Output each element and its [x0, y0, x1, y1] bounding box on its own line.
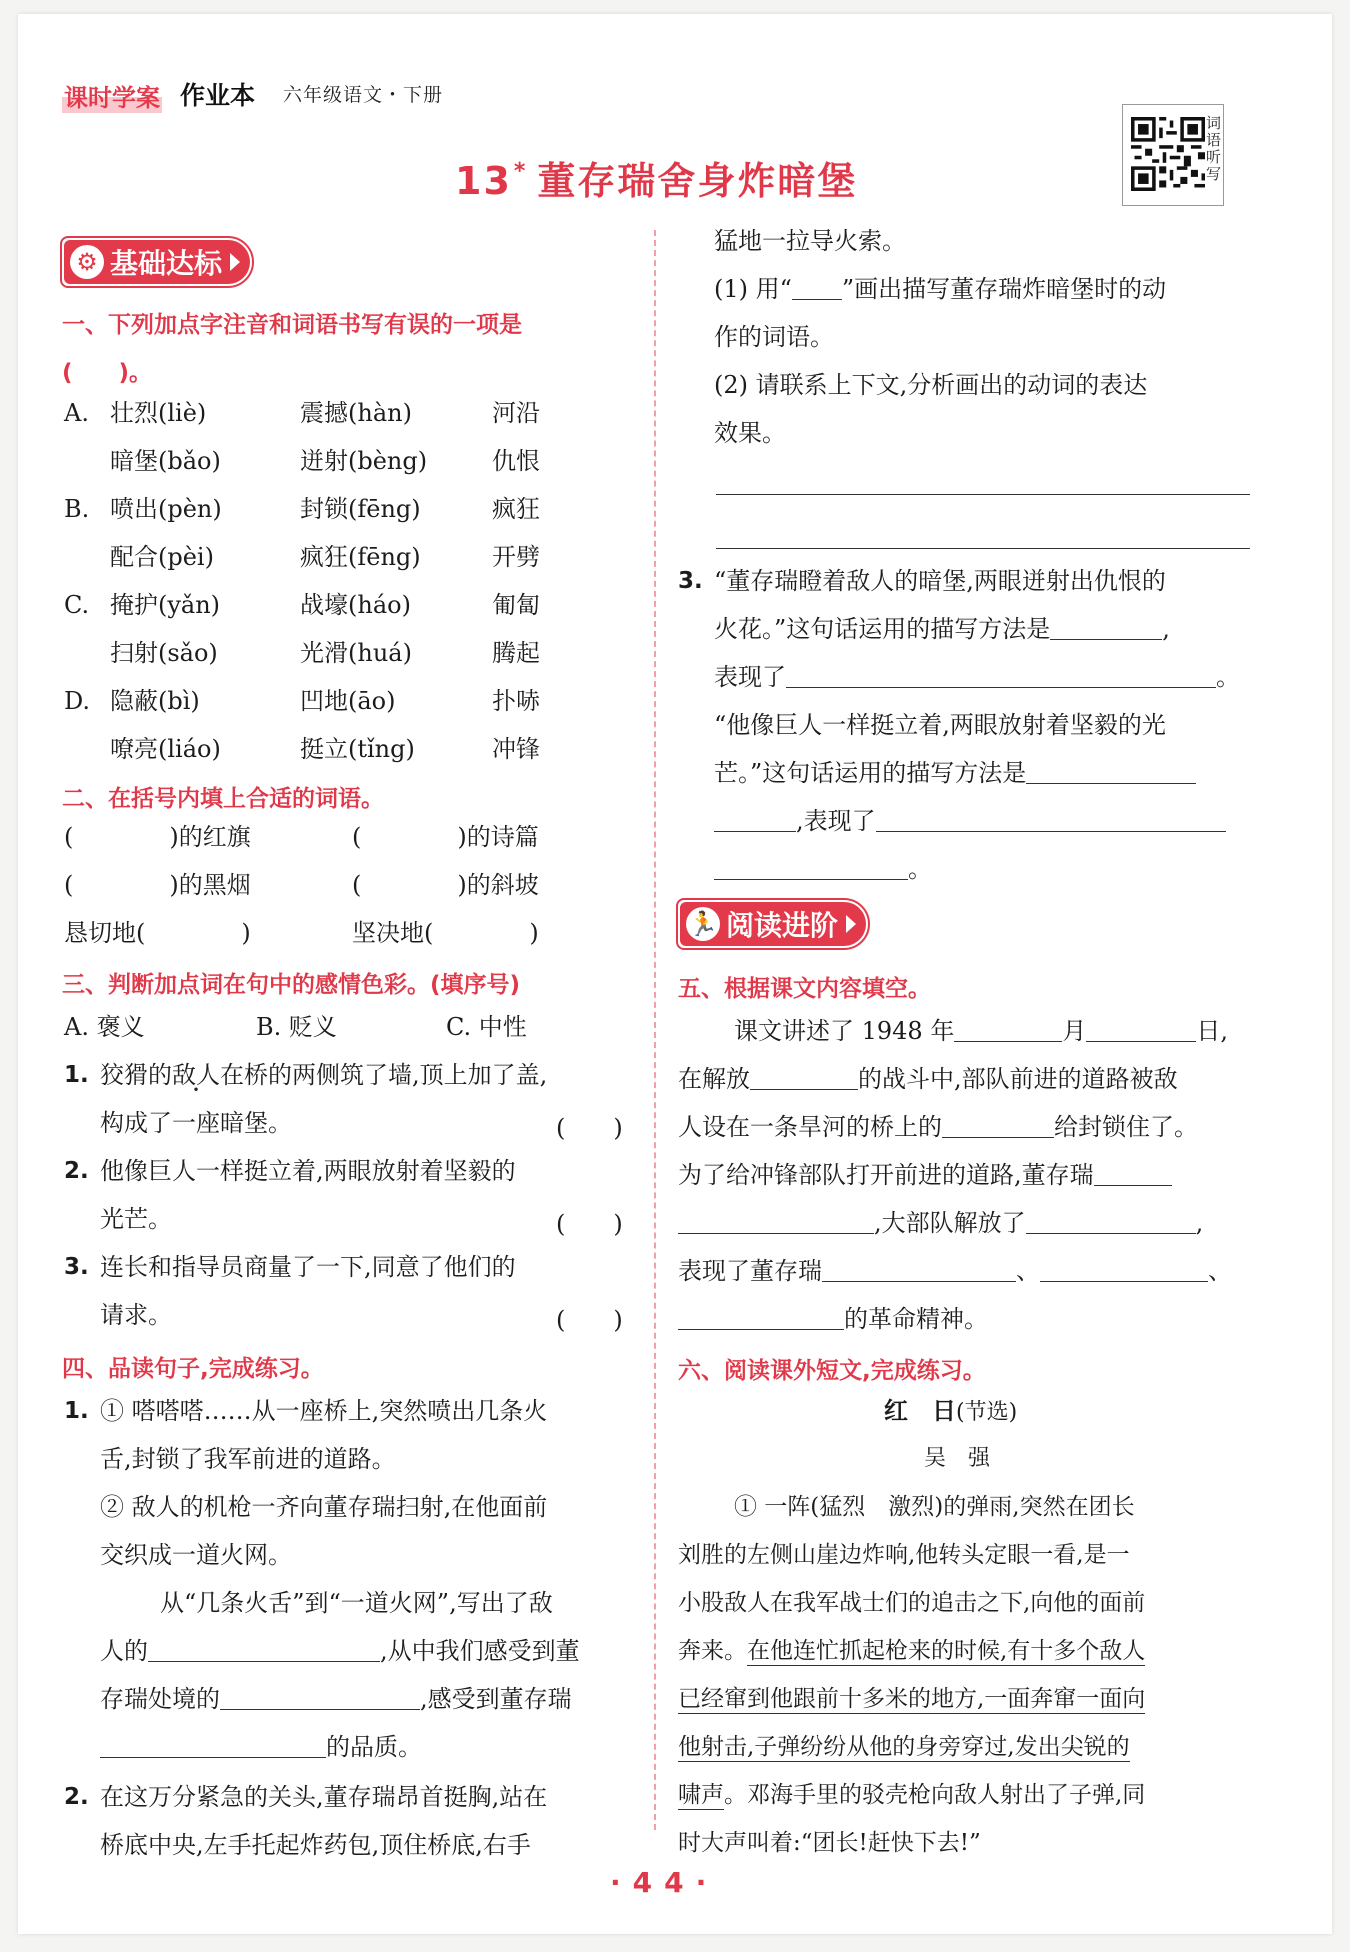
q4-line: (2) 请联系上下文,分析画出的动词的表达 [714, 371, 1148, 399]
q2-item: 恳切地( ) [64, 919, 251, 947]
badge-reading-label: 阅读进阶 [726, 909, 839, 942]
q1-option-word: 挺立(tǐng) [300, 735, 415, 763]
answer-blank[interactable] [792, 275, 842, 300]
answer-blank[interactable] [876, 807, 1226, 832]
answer-blank[interactable] [1026, 1209, 1196, 1234]
arrow-right-icon [846, 915, 856, 933]
q4-line: 。 [714, 854, 932, 884]
answer-blank[interactable] [786, 663, 1216, 688]
q3-choice: C. 中性 [446, 1013, 527, 1041]
q4-line: 表现了 。 [714, 663, 1240, 691]
page-number: ·44· [610, 1866, 719, 1899]
lesson-number: 13 [455, 159, 512, 203]
answer-blank[interactable] [714, 855, 908, 880]
article-line: 啸声。邓海手里的驳壳枪向敌人射出了子弹,同 [678, 1782, 1146, 1808]
q4-line: ① 嗒嗒嗒……从一座桥上,突然喷出几条火 [100, 1397, 548, 1425]
article-line: 奔来。在他连忙抓起枪来的时候,有十多个敌人 [678, 1638, 1146, 1664]
q3-choice: B. 贬义 [256, 1013, 337, 1041]
q1-option-word: 暗堡(bǎo) [110, 447, 221, 475]
answer-blank[interactable] [148, 1637, 380, 1662]
answer-blank[interactable] [822, 1257, 1016, 1282]
q1-option-word: 腾起 [492, 639, 540, 667]
answer-blank[interactable] [1040, 1257, 1208, 1282]
q4-item-number: 2. [64, 1784, 89, 1810]
badge-basic-label: 基础达标 [110, 247, 223, 280]
answer-blank[interactable] [220, 1685, 420, 1710]
q2-title: 二、在括号内填上合适的词语。 [62, 786, 384, 812]
arrow-right-icon [230, 253, 240, 271]
q2-item: ( )的诗篇 [352, 823, 539, 851]
q1-option-word: 战壕(háo) [300, 591, 411, 619]
q3-item-number: 2. [64, 1158, 89, 1184]
q5-line: 在解放 的战斗中,部队前进的道路被敌 [678, 1065, 1178, 1093]
q4-line: 效果。 [714, 419, 786, 447]
answer-blank[interactable] [750, 1065, 858, 1090]
column-divider [654, 230, 656, 1830]
q1-option-word: 封锁(fēng) [300, 495, 421, 523]
q5-line: 人设在一条旱河的桥上的 给封锁住了。 [678, 1113, 1198, 1141]
answer-blank[interactable] [100, 1733, 326, 1758]
qr-code-icon [1131, 117, 1205, 191]
book-name: 作业本 [180, 81, 256, 110]
q3-item-number: 3. [64, 1254, 89, 1280]
q1-option-letter[interactable]: D. [64, 687, 91, 715]
article-line: ① 一阵(猛烈 激烈)的弹雨,突然在团长 [734, 1494, 1135, 1520]
q5-line: 课文讲述了 1948 年 月 日, [734, 1017, 1228, 1045]
q1-option-word: 嘹亮(liáo) [110, 735, 221, 763]
q1-paren: ( )。 [62, 360, 153, 386]
grade-label: 六年级语文・下册 [283, 84, 444, 106]
q3-item-line: 他像巨人一样挺立着,两眼放射着坚毅的 [100, 1157, 516, 1185]
q1-option-word: 配合(pèi) [110, 543, 214, 571]
running-person-icon: 🏃 [686, 907, 720, 941]
q1-option-word: 疯狂(fēng) [300, 543, 421, 571]
gear-icon: ⚙ [70, 245, 104, 279]
q1-option-word: 壮烈(liè) [110, 399, 207, 427]
q4-item-number: 1. [64, 1398, 89, 1424]
q3-item-line: 狡猾的敌人在桥的两侧筑了墙,顶上加了盖, [100, 1061, 548, 1089]
answer-blank[interactable] [1086, 1017, 1196, 1042]
article-line: 刘胜的左侧山崖边炸响,他转头定眼一看,是一 [678, 1542, 1130, 1568]
q1-option-word: 开劈 [492, 543, 540, 571]
q4-line: 从“几条火舌”到“一道火网”,写出了敌 [160, 1589, 553, 1617]
article-line: 小股敌人在我军战士们的追击之下,向他的面前 [678, 1590, 1146, 1616]
answer-line[interactable] [716, 494, 1250, 495]
emphasis-dots [172, 1060, 220, 1090]
answer-blank[interactable] [1050, 615, 1162, 640]
q4-line: 火花。”这句话运用的描写方法是 , [714, 615, 1170, 643]
answer-blank[interactable] [1094, 1161, 1172, 1186]
q5-line: 表现了董存瑞 、 、 [678, 1257, 1232, 1285]
answer-blank[interactable] [678, 1305, 844, 1330]
q2-item: ( )的红旗 [64, 823, 251, 851]
q1-option-letter[interactable]: A. [64, 399, 89, 427]
q1-option-word: 迸射(bèng) [300, 447, 428, 475]
q4-item-number: 3. [678, 568, 703, 594]
q1-option-word: 震撼(hàn) [300, 399, 412, 427]
section-badge-reading [676, 898, 870, 950]
lesson-mark: * [513, 159, 528, 184]
article-title: 红 日(节选) [884, 1397, 1018, 1425]
q5-line: ,大部队解放了 , [678, 1208, 1203, 1238]
q1-option-letter[interactable]: C. [64, 591, 90, 619]
q4-line: (1) 用“ ”画出描写董存瑞炸暗堡时的动 [714, 275, 1167, 303]
q1-option-word: 掩护(yǎn) [110, 591, 221, 619]
q3-answer-2[interactable]: ( ) [556, 1210, 623, 1238]
q2-item: ( )的斜坡 [352, 871, 539, 899]
answer-blank[interactable] [714, 807, 796, 832]
q3-choice: A. 褒义 [64, 1013, 145, 1041]
qr-code-box[interactable] [1122, 104, 1224, 206]
lesson-title [455, 150, 857, 205]
article-line: 已经窜到他跟前十多米的地方,一面奔窜一面向 [678, 1686, 1146, 1712]
q4-line: “董存瑞瞪着敌人的暗堡,两眼迸射出仇恨的 [714, 567, 1166, 595]
lesson-title-text: 董存瑞舍身炸暗堡 [537, 159, 858, 203]
q5-line: 的革命精神。 [678, 1304, 988, 1334]
q2-item: 坚决地( ) [352, 919, 539, 947]
section-badge-basic [60, 236, 254, 288]
q4-line: 人的 ,从中我们感受到董 [100, 1637, 580, 1665]
q4-line: 舌,封锁了我军前进的道路。 [100, 1445, 396, 1473]
q1-option-word: 疯狂 [492, 495, 540, 523]
q1-option-word: 喷出(pèn) [110, 495, 222, 523]
q4-line: 桥底中央,左手托起炸药包,顶住桥底,右手 [100, 1831, 531, 1859]
q1-option-word: 冲锋 [492, 735, 540, 763]
q3-item-number: 1. [64, 1062, 89, 1088]
article-line: 时大声叫着:“团长!赶快下去!” [678, 1830, 981, 1856]
answer-blank[interactable] [942, 1113, 1054, 1138]
q4-title: 四、品读句子,完成练习。 [62, 1356, 324, 1382]
q1-option-word: 光滑(huá) [300, 639, 412, 667]
qr-label: 词语听写 [1204, 115, 1222, 183]
q1-option-word: 扫射(sǎo) [110, 639, 218, 667]
q4-line: 存瑞处境的 ,感受到董存瑞 [100, 1685, 572, 1713]
q1-option-letter[interactable]: B. [64, 495, 90, 523]
article-line: 他射击,子弹纷纷从他的身旁穿过,发出尖锐的 [678, 1734, 1130, 1760]
answer-blank[interactable] [954, 1017, 1062, 1042]
q3-item-line: 连长和指导员商量了一下,同意了他们的 [100, 1253, 516, 1281]
q2-item: ( )的黑烟 [64, 871, 251, 899]
q3-title: 三、判断加点词在句中的感情色彩。(填序号) [62, 972, 521, 998]
q1-option-word: 河沿 [492, 399, 540, 427]
q3-item-line: 光芒。 [100, 1205, 172, 1233]
q1-option-word: 匍匐 [492, 591, 540, 619]
q4-line: 的品质。 [100, 1732, 422, 1762]
q4-line: ,表现了 [714, 806, 1226, 836]
q4-line: 芒。”这句话运用的描写方法是 [714, 758, 1196, 788]
q3-item-line: 构成了一座暗堡。 [100, 1109, 292, 1137]
q3-answer-1[interactable]: ( ) [556, 1114, 623, 1142]
q4-line: 猛地一拉导火索。 [714, 227, 906, 255]
q4-line: ② 敌人的机枪一齐向董存瑞扫射,在他面前 [100, 1493, 548, 1521]
q1-title: 一、下列加点字注音和词语书写有误的一项是 [62, 312, 522, 338]
q6-title: 六、阅读课外短文,完成练习。 [678, 1358, 986, 1384]
answer-line[interactable] [716, 548, 1250, 549]
q1-option-word: 扑哧 [492, 687, 540, 715]
brand-logo: 课时学案 [62, 78, 162, 113]
q4-line: 在这万分紧急的关头,董存瑞昂首挺胸,站在 [100, 1783, 548, 1811]
q1-option-word: 仇恨 [492, 447, 540, 475]
q5-line: 为了给冲锋部队打开前进的道路,董存瑞 [678, 1160, 1172, 1190]
answer-blank[interactable] [678, 1209, 874, 1234]
q1-option-word: 隐蔽(bì) [110, 687, 200, 715]
q4-line: 交织成一道火网。 [100, 1541, 292, 1569]
article-author: 吴 强 [924, 1446, 991, 1471]
q4-line: “他像巨人一样挺立着,两眼放射着坚毅的光 [714, 711, 1166, 739]
answer-blank[interactable] [1026, 759, 1196, 784]
q4-line: 作的词语。 [714, 323, 834, 351]
q5-title: 五、根据课文内容填空。 [678, 976, 931, 1002]
q1-option-word: 凹地(āo) [300, 687, 396, 715]
q3-answer-3[interactable]: ( ) [556, 1306, 623, 1334]
q3-item-line: 请求。 [100, 1301, 172, 1329]
